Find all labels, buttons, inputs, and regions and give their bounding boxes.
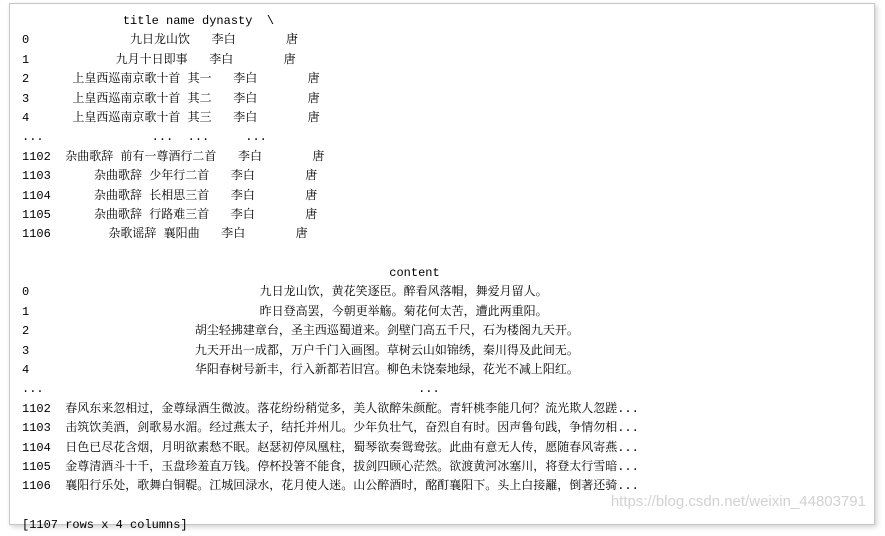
table-row: 1104 日色已尽花含烟，月明欲素愁不眠。赵瑟初停凤凰柱，蜀琴欲奏鸳鸯弦。此曲有意无人传，愿随春风寄燕... <box>22 440 639 455</box>
table-row: 1103 杂曲歌辞 少年行二首 李白 唐 <box>22 169 318 184</box>
table-row: 1105 杂曲歌辞 行路难三首 李白 唐 <box>22 207 318 222</box>
ellipsis-row: ... ... ... ... <box>22 130 267 145</box>
console-output-panel <box>9 3 875 533</box>
table-row: 4 上皇西巡南京歌十首 其三 李白 唐 <box>22 110 320 125</box>
table-row: 0 九日龙山饮，黄花笑逐臣。醉看风落帽，舞爱月留人。 <box>22 285 548 300</box>
table-row: 2 胡尘轻拂建章台，圣主西巡蜀道来。剑壁门高五千尺，石为楼阁九天开。 <box>22 324 579 339</box>
blank-line <box>22 245 639 264</box>
table-row: 0 九日龙山饮 李白 唐 <box>22 33 299 48</box>
table-row: 2 上皇西巡南京歌十首 其一 李白 唐 <box>22 72 320 87</box>
summary-line: [1107 rows x 4 columns] <box>22 518 188 533</box>
table-row: 3 上皇西巡南京歌十首 其二 李白 唐 <box>22 91 320 106</box>
blank-line <box>22 497 639 516</box>
table-row: 1103 击筑饮美酒，剑歌易水湄。经过燕太子，结托并州儿。少年负壮气，奋烈自有时。因声鲁句践，争情勿相... <box>22 421 639 436</box>
watermark: https://blog.csdn.net/weixin_44803791 <box>610 493 866 510</box>
table-row: 1102 杂曲歌辞 前有一尊酒行二首 李白 唐 <box>22 149 325 164</box>
block2-header: content <box>22 266 440 281</box>
table-row: 4 华阳春树号新丰，行入新都若旧宫。柳色未饶秦地绿，花光不减上阳红。 <box>22 363 579 378</box>
table-row: 1 九月十日即事 李白 唐 <box>22 52 296 67</box>
table-row: 1106 杂歌谣辞 襄阳曲 李白 唐 <box>22 227 308 242</box>
table-row: 1 昨日登高罢，今朝更举觞。菊花何太苦，遭此两重阳。 <box>22 304 548 319</box>
table-row: 1104 杂曲歌辞 长相思三首 李白 唐 <box>22 188 318 203</box>
table-row: 1102 春风东来忽相过，金尊绿酒生微波。落花纷纷稍觉多，美人欲醉朱颜酡。青轩桃李能几何？流光欺人忽蹉... <box>22 401 639 416</box>
table-row: 3 九天开出一成都，万户千门入画图。草树云山如锦绣，秦川得及此间无。 <box>22 343 579 358</box>
block1-header: title name dynasty \ <box>22 14 275 28</box>
ellipsis-row: ... ... <box>22 382 440 397</box>
table-row: 1106 襄阳行乐处，歌舞白铜鞮。江城回渌水，花月使人迷。山公醉酒时，酩酊襄阳下。头上白接䍦，倒著还骑... <box>22 479 639 494</box>
table-row: 1105 金尊清酒斗十千，玉盘珍羞直万钱。停杯投箸不能食，拔剑四顾心茫然。欲渡黄河冰塞川，将登太行雪暗... <box>22 459 639 474</box>
dataframe-print <box>22 12 639 536</box>
